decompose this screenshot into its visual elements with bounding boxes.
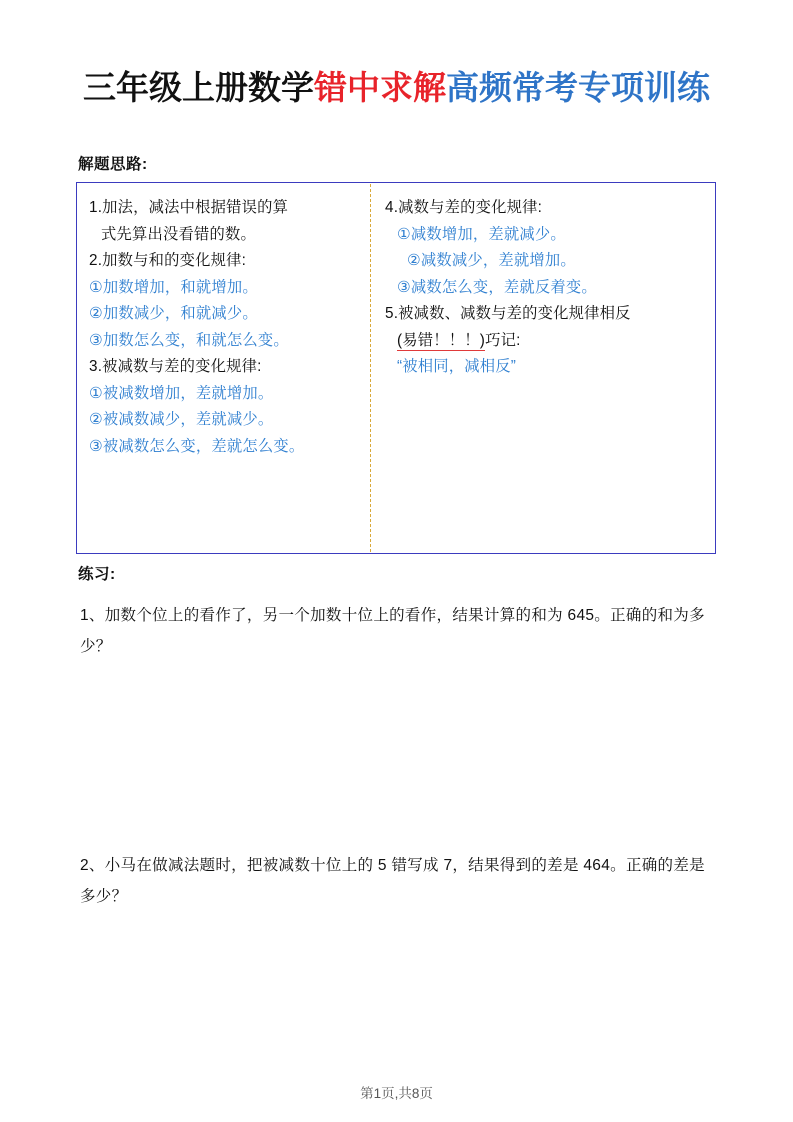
title-segment-blue: 高频常考专项训练 [446,71,710,107]
page-footer: 第1页,共8页 [360,1086,433,1101]
rule-line: “被相同，减相反” [397,358,517,375]
rule-line: 5.被减数、减数与差的变化规律相反 [385,305,631,322]
rule-line: 式先算出没看错的数。 [101,225,256,243]
title-segment-red: 错中求解 [314,71,446,107]
rule-line: ①减数增加，差就减少。 [397,225,566,243]
practice-question-2: 2、小马在做减法题时，把被减数十位上的 5 错写成 7，结果得到的差是 464。正确的差是多少？ [80,857,705,905]
rule-line: ②被减数减少，差就减少。 [89,411,274,428]
section-label-practice: 练习: [78,566,116,583]
title-segment-dark: 三年级上册数学 [83,71,314,107]
rules-column-divider [370,184,371,552]
practice-question-1: 1、加数个位上的看作了，另一个加数十位上的看作，结果计算的和为 645。正确的和为多少？ [80,607,705,655]
page-title [0,62,793,109]
rule-line: 3.被减数与差的变化规律: [89,358,262,375]
rules-left-column [77,183,371,460]
rule-line: 1.加法，减法中根据错误的算 [89,199,289,216]
rule-line: ③减数怎么变，差就反着变。 [397,278,597,296]
rule-line: ①被减数增加，差就增加。 [89,384,274,402]
rule-line: ①加数增加，和就增加。 [89,278,258,296]
rules-box [76,182,716,554]
section-label-thinking: 解题思路: [78,156,148,173]
rules-right-column [373,183,715,381]
rule-line: ③加数怎么变，和就怎么变。 [89,331,289,349]
rule-line-emphasis: (易错！！！)巧记: [397,331,521,349]
rule-line: 4.减数与差的变化规律: [385,199,543,216]
rule-line: ②加数减少，和就减少。 [89,305,258,322]
rule-line: 2.加数与和的变化规律: [89,252,247,269]
rule-line: ③被减数怎么变，差就怎么变。 [89,437,305,455]
rule-line: ②减数减少，差就增加。 [407,252,576,269]
emphasis-underline: (易错！！！) [397,331,486,349]
